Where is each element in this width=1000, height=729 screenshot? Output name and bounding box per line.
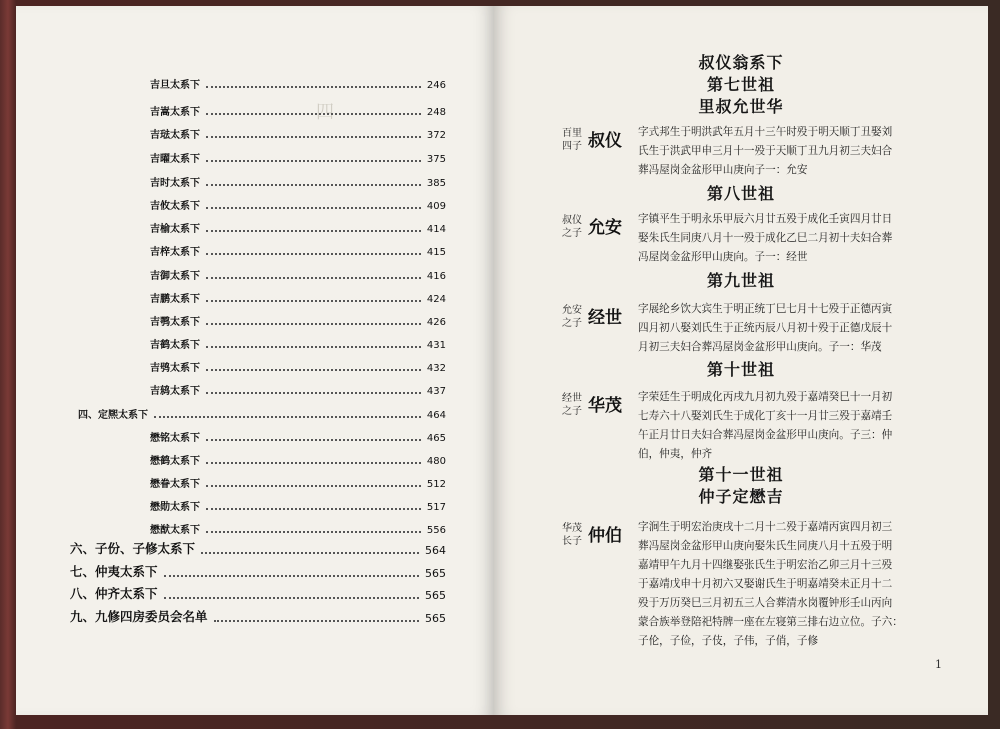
toc-leader-dots [206,346,421,348]
biography-line: 冯屋岗金盆形甲山庚向。子一：经世 [638,251,808,263]
lineage-relation: 长子 [562,536,582,547]
lineage-parent: 允安 [562,305,582,316]
toc-entry-label: 吉鸮太系下 [150,363,200,374]
toc-entry-label: 懋眷太系下 [150,479,200,490]
entry-lineage-tag [562,522,582,548]
toc-row [150,243,446,258]
toc-page-number: 424 [426,294,446,305]
toc-row [150,197,446,212]
toc-row [150,498,446,513]
ancestor-name: 允安 [588,218,622,238]
ancestor-name: 仲伯 [588,526,622,546]
ancestor-biography [638,210,954,267]
generation-subheading-7: 里叔允世华 [698,97,784,116]
toc-entry-label: 吉梓太系下 [150,247,200,258]
toc-leader-dots [206,184,421,186]
biography-line: 子伦，子俭，子伎，子伟，子俏，子修 [638,635,819,647]
ancestor-biography [638,300,954,357]
biography-line: 字涧生于明宏治庚戌十二月十二殁于嘉靖丙寅四月初三 [638,521,893,533]
biography-line: 伯，仲夷，仲齐 [638,448,713,460]
biography-line: 字荣廷生于明成化丙戌九月初九殁于嘉靖癸巳十一月初 [638,391,893,403]
toc-row [150,452,446,467]
toc-row [150,521,446,536]
toc-entry-label: 九、九修四房委员会名单 [70,609,208,624]
toc-leader-dots [206,86,421,88]
toc-entry-label: 六、子份、子修太系下 [70,541,196,556]
toc-page-number: 431 [426,340,446,351]
toc-row [150,382,446,397]
toc-entry-label: 八、仲齐太系下 [70,586,158,601]
toc-leader-dots [206,136,421,138]
toc-entry-label: 吉榆太系下 [150,224,200,235]
biography-line: 四月初八娶刘氏生于正统丙辰八月初十殁于正德戊辰十 [638,322,893,334]
toc-entry-label: 吉曜太系下 [150,154,200,165]
entry-lineage-tag [562,304,582,330]
toc-leader-dots [206,531,421,533]
toc-leader-dots [154,416,421,418]
ancestor-name: 经世 [588,308,622,328]
toc-page-number: 565 [425,612,446,625]
toc-leader-dots [206,160,421,162]
toc-leader-dots [206,392,421,394]
ancestor-name: 华茂 [588,396,622,416]
biography-line: 氏生于洪武甲申三月十一殁于天顺丁丑九月初三夫妇合 [638,145,893,157]
biography-line: 字镇平生于明永乐甲辰六月廿五殁于成化壬寅四月廿日 [638,213,893,225]
toc-page-number: 246 [426,80,446,91]
toc-entry-label: 吉鹏太系下 [150,294,200,305]
toc-page-number: 248 [426,107,446,118]
toc-page-number: 416 [426,271,446,282]
toc-leader-dots [206,323,421,325]
toc-row [70,562,446,580]
toc-page-number: 375 [426,154,446,165]
toc-entry-label: 四、定熈太系下 [78,410,148,421]
toc-leader-dots [206,508,421,510]
toc-row [150,76,446,91]
generation-heading-10: 第十世祖 [706,360,775,379]
toc-row [150,103,446,118]
toc-row [150,126,446,141]
toc-leader-dots [206,485,421,487]
toc-leader-dots [206,369,421,371]
toc-page-number: 564 [425,544,446,557]
toc-entry-label: 吉琺太系下 [150,130,200,141]
ancestor-biography [638,123,954,180]
toc-row [150,359,446,374]
left-page-toc [16,6,495,715]
biography-line: 七寿六十八娶刘氏生于成化丁亥十一月廿三殁于嘉靖壬 [638,410,893,422]
toc-page-number: 414 [426,224,446,235]
toc-row [150,220,446,235]
toc-row [150,313,446,328]
toc-entry-label: 懋勋太系下 [150,502,200,513]
lineage-parent: 华茂 [562,523,582,534]
right-page-genealogy [494,6,988,715]
toc-page-number: 372 [426,130,446,141]
ancestor-biography [638,518,954,651]
toc-leader-dots [206,253,421,255]
lineage-parent: 经世 [562,393,582,404]
toc-page-number: 415 [426,247,446,258]
generation-heading-11: 第十一世祖 [698,465,784,484]
biography-line: 嘉靖甲午九月十四继娶张氏生于明宏治乙卯三月十三殁 [638,559,893,571]
bleed-through-text: 四 [316,102,334,123]
generation-heading-8: 第八世祖 [706,184,775,203]
toc-page-number: 512 [426,479,446,490]
generation-heading-7: 第七世祖 [706,75,775,94]
toc-entry-label: 吉嵩太系下 [150,107,200,118]
toc-entry-label: 七、仲夷太系下 [70,564,158,579]
biography-line: 葬冯屋岗金盆形甲山庚向娶朱氏生同庚八月十五殁于明 [638,540,893,552]
ancestor-biography [638,388,954,464]
lineage-relation: 之子 [562,406,582,417]
toc-row [70,539,446,557]
biography-line: 殁于万历癸巳三月初五三人合葬清水岗覆钟形壬山丙向 [638,597,893,609]
toc-leader-dots [206,277,421,279]
toc-row [150,267,446,282]
toc-leader-dots [201,552,419,554]
toc-row [150,336,446,351]
toc-entry-label: 吉御太系下 [150,271,200,282]
toc-page-number: 480 [426,456,446,467]
lineage-relation: 之子 [562,228,582,239]
toc-leader-dots [206,439,421,441]
toc-page-number: 437 [426,386,446,397]
biography-line: 蒙合族举登陪祀特牌一座在左寝第三排右边立位。子六： [638,616,903,628]
toc-entry-label: 懋铭太系下 [150,433,200,444]
toc-page-number: 556 [426,525,446,536]
toc-page-number: 565 [425,567,446,580]
toc-row [70,584,446,602]
toc-leader-dots [206,462,421,464]
toc-leader-dots [164,575,419,577]
lineage-relation: 四子 [562,141,582,152]
toc-entry-label: 吉攸太系下 [150,201,200,212]
ancestor-name: 叔仪 [588,131,622,151]
toc-entry-label: 吉鹗太系下 [150,317,200,328]
toc-entry-label: 懋猷太系下 [150,525,200,536]
biography-line: 午正月廿日夫妇合葬冯屋岗金盆形甲山庚向。子三：仲 [638,429,893,441]
biography-line: 字展纶乡饮大宾生于明正统丁巳七月十七殁于正德丙寅 [638,303,893,315]
entry-lineage-tag [562,392,582,418]
biography-line: 字式邦生于明洪武年五月十三午时殁于明天顺丁丑娶刘 [638,126,893,138]
toc-entry-label: 吉时太系下 [150,178,200,189]
toc-page-number: 464 [426,410,446,421]
generation-heading-9: 第九世祖 [706,271,775,290]
toc-row [150,290,446,305]
toc-leader-dots [206,207,421,209]
toc-page-number: 517 [426,502,446,513]
entry-lineage-tag [562,214,582,240]
toc-row [150,174,446,189]
biography-line: 娶朱氏生同庚八月十一殁于成化乙巳二月初十夫妇合葬 [638,232,893,244]
biography-line: 葬冯屋岗金盆形甲山庚向子一：允安 [638,164,808,176]
biography-line: 月初三夫妇合葬冯屋岗金盆形甲山庚向。子一：华茂 [638,341,882,353]
entry-lineage-tag [562,127,582,153]
toc-leader-dots [206,300,421,302]
section-title: 叔仪翁系下 [698,53,784,72]
toc-row [78,406,446,421]
toc-page-number: 565 [425,589,446,602]
toc-page-number: 426 [426,317,446,328]
toc-leader-dots [206,230,421,232]
toc-leader-dots [206,113,421,115]
toc-entry-label: 吉鸫太系下 [150,386,200,397]
toc-leader-dots [164,597,419,599]
generation-subheading-11: 仲子定懋吉 [698,487,784,506]
toc-leader-dots [214,620,419,622]
toc-row [150,475,446,490]
lineage-relation: 之子 [562,318,582,329]
toc-row [150,150,446,165]
lineage-parent: 百里 [562,128,582,139]
toc-entry-label: 懋鹤太系下 [150,456,200,467]
toc-row [150,429,446,444]
page-number: 1 [935,658,942,671]
toc-row [70,607,446,625]
toc-entry-label: 吉旦太系下 [150,80,200,91]
lineage-parent: 叔仪 [562,215,582,226]
biography-line: 于嘉靖戊申十月初六又娶谢氏生于明嘉靖癸未正月十二 [638,578,893,590]
toc-page-number: 465 [426,433,446,444]
toc-page-number: 432 [426,363,446,374]
toc-entry-label: 吉鹤太系下 [150,340,200,351]
toc-page-number: 385 [426,178,446,189]
toc-page-number: 409 [426,201,446,212]
